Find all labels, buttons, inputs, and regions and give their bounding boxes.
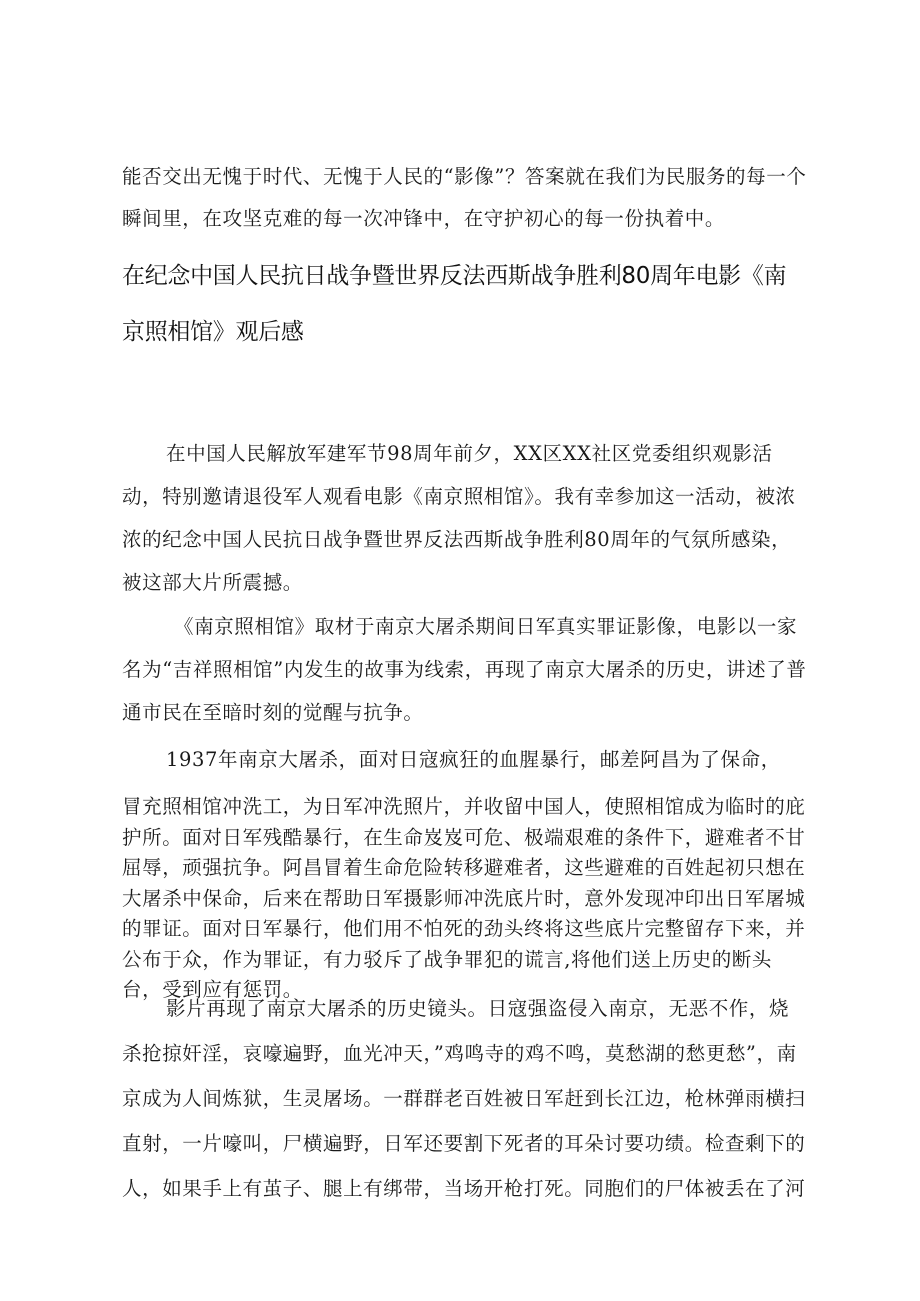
article-title: 在纪念中国人民抗日战争暨世界反法西斯战争胜利80周年电影《南京照相馆》观后感: [122, 263, 787, 345]
intro-paragraph: 能否交出无愧于时代、无愧于人民的“影像”？答案就在我们为民服务的每一个瞬间里，在攻坚克难的每一次冲锋中，在守护初心的每一份执着中。: [122, 165, 807, 230]
body-paragraph-3-continued: 冒充照相馆冲洗工，为日军冲洗照片，并收留中国人，使照相馆成为临时的庇护所。面对日军残酷暴行，在生命岌岌可危、极端艰难的条件下，避难者不甘屈辱，顽强抗争。阿昌冒着生命危险转移避难者，这些避难的百姓起初只想在大屠杀中保命，后来在帮助日军摄影师冲洗底片时，意外发现冲印出日军屠城的罪证。面对日军暴行，他们用不怕死的劲头终将这些底片完整留存下来，并公布于众，作为罪证，有力驳斥了战争罪犯的谎言,将他们送上历史的断头台，受到应有惩罚。: [122, 795, 806, 1001]
body-paragraph-1: 在中国人民解放军建军节98周年前夕，XX区XX社区党委组织观影活动，特别邀请退役军人观看电影《南京照相馆》。我有幸参加这一活动，被浓浓的纪念中国人民抗日战争暨世界反法西斯战争胜利80周年的气氛所感染，被这部大片所震撼。: [122, 442, 796, 594]
body-paragraph-3-first-line: 1937年南京大屠杀，面对日寇疯狂的血腥暴行，邮差阿昌为了保命，: [166, 748, 781, 771]
body-paragraph-2: 《南京照相馆》取材于南京大屠杀期间日军真实罪证影像，电影以一家名为“吉祥照相馆”内发生的故事为线索，再现了南京大屠杀的历史，讲述了普通市民在至暗时刻的觉醒与抗争。: [122, 615, 807, 724]
body-paragraph-4: 影片再现了南京大屠杀的历史镜头。日寇强盗侵入南京，无恶不作，烧杀抢掠奸淫，哀嚎遍野，血光冲天，”鸡鸣寺的鸡不鸣，莫愁湖的愁更愁”，南京成为人间炼狱，生灵屠场。一群群老百姓被日军赶到长江边，枪林弹雨横扫直射，一片嚎叫，尸横遍野，日军还要割下死者的耳朵讨要功绩。检查剩下的人，如果手上有茧子、腿上有绑带，当场开枪打死。同胞们的尸体被丢在了河: [122, 997, 806, 1200]
